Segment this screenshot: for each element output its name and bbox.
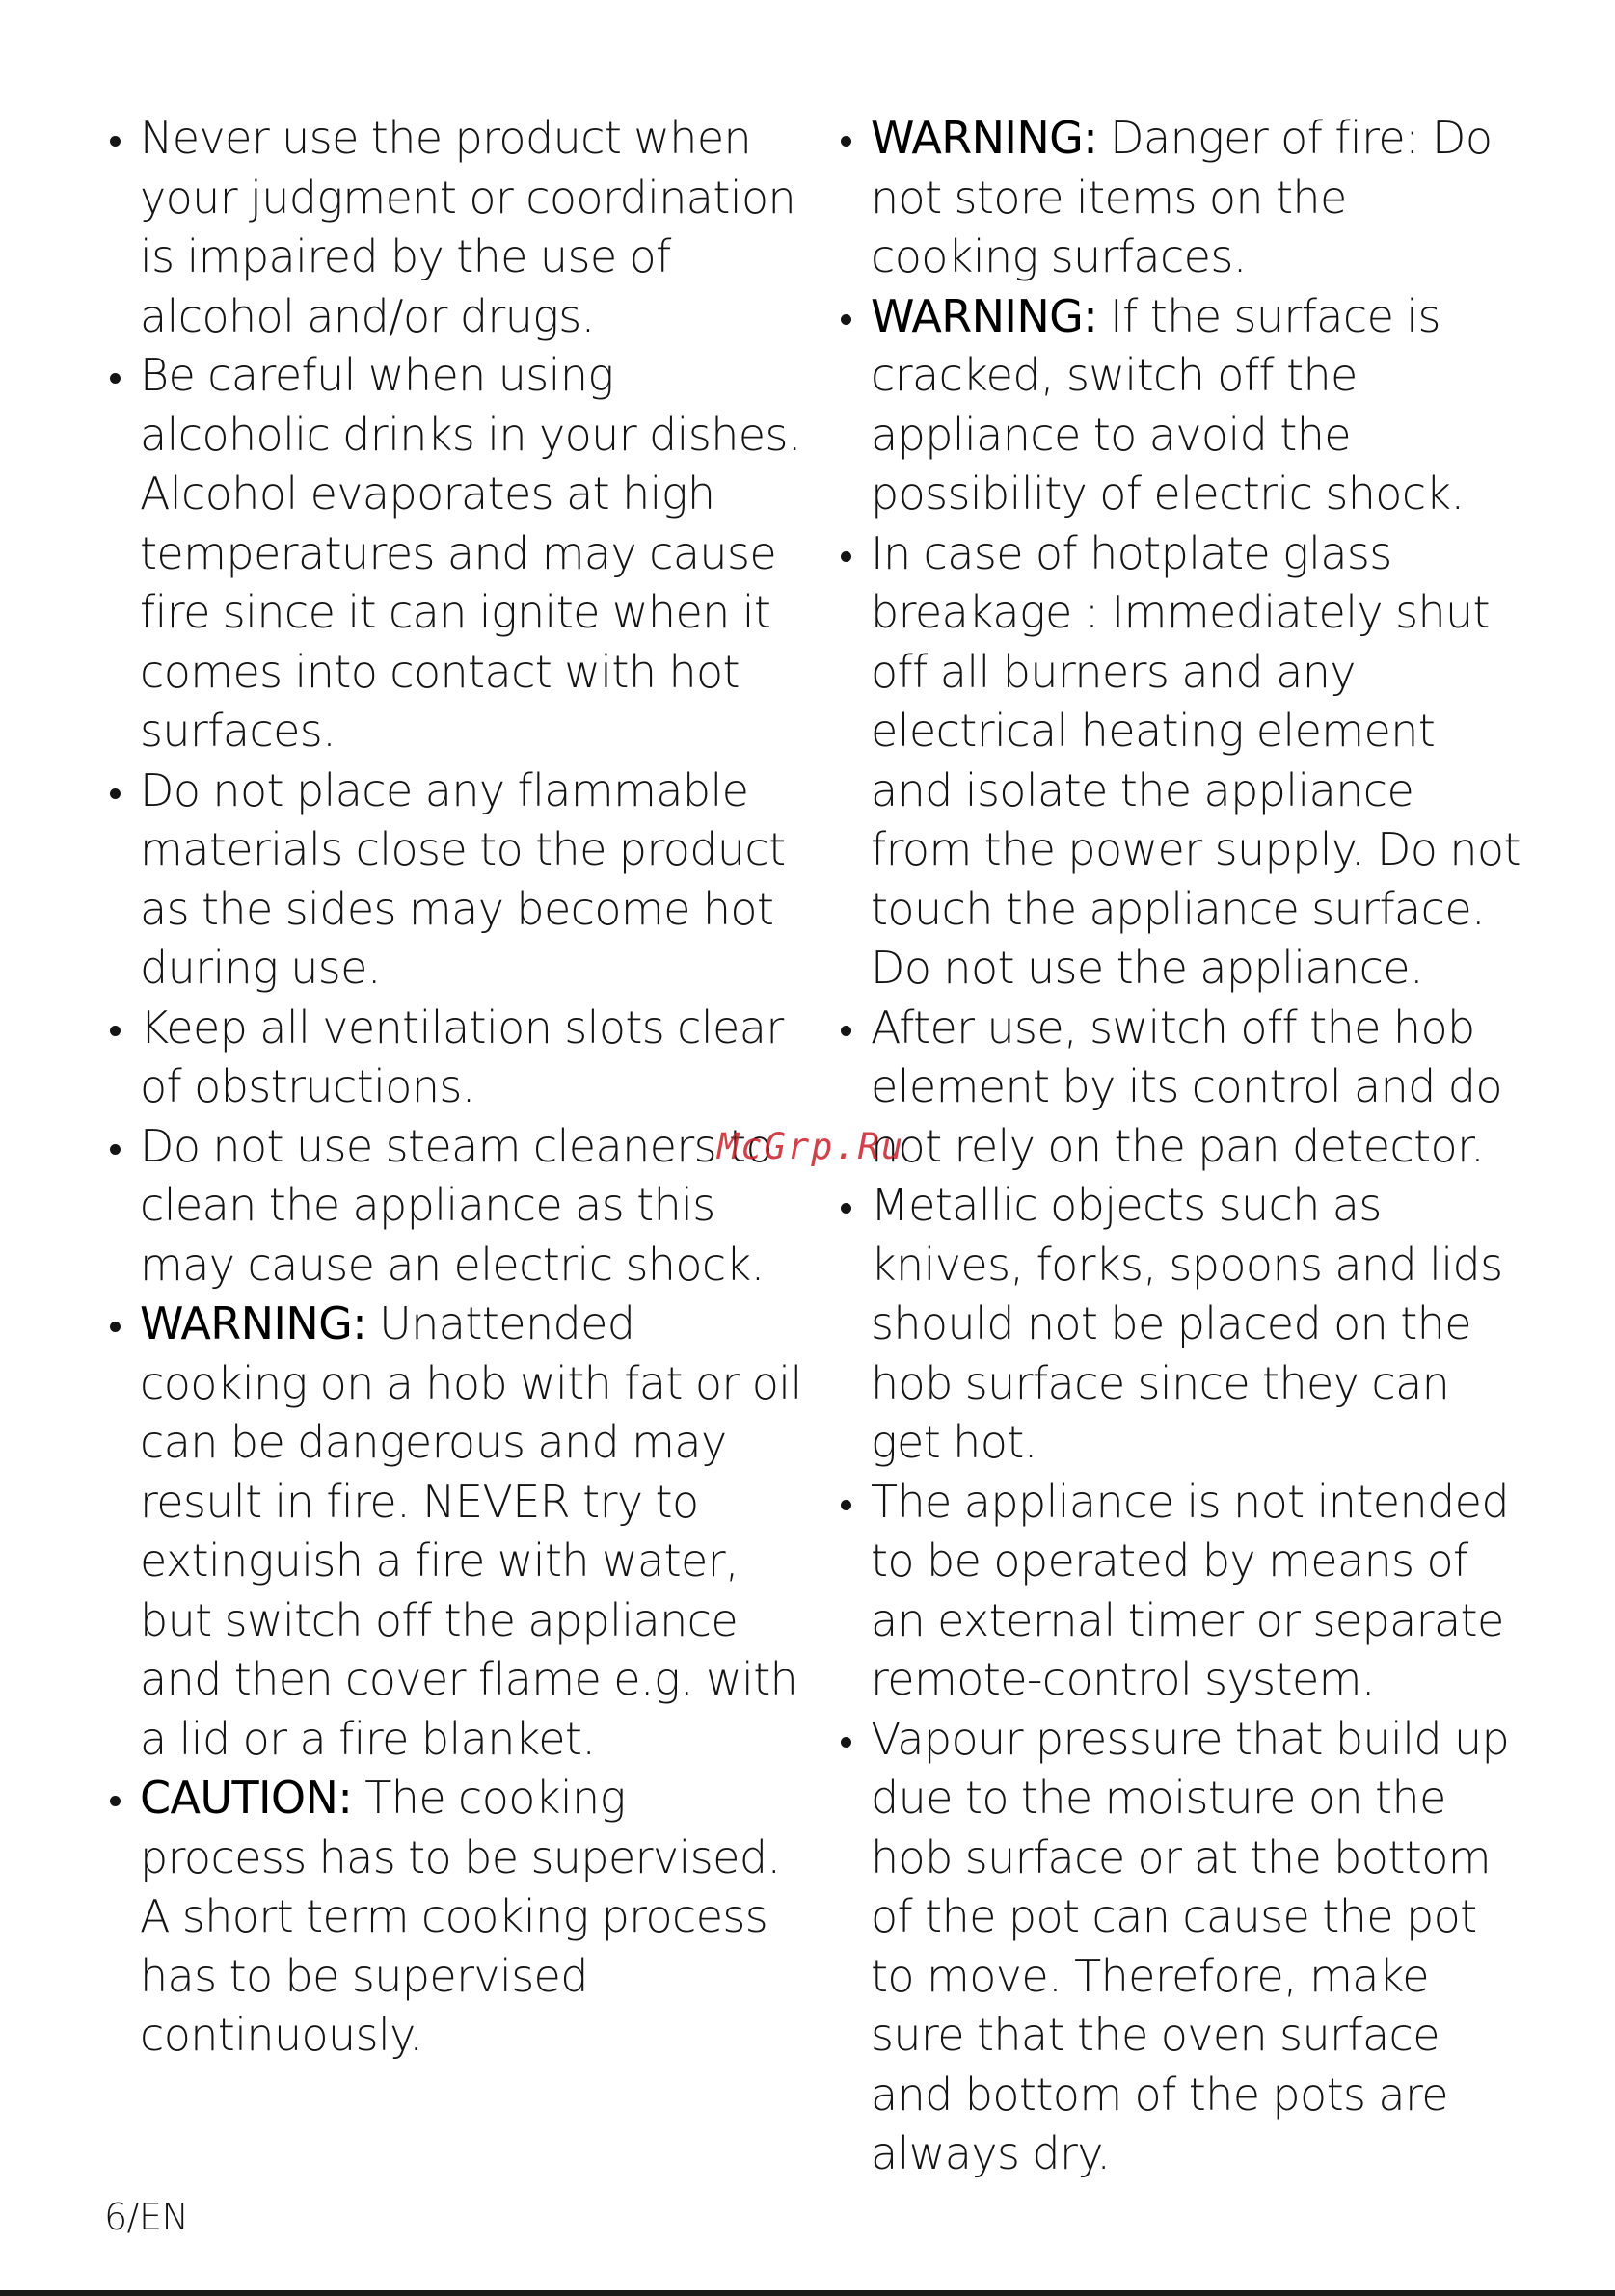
- right-column: [837, 109, 1523, 2184]
- item-text: In case of hotplate glass breakage : Immediately shut off all burners and any electrical heating element and isolate the appliance from the power supply. Do not touch the appliance surface. Do not use the appliance.: [871, 526, 1521, 994]
- page-number: 6/EN: [104, 2196, 189, 2238]
- safety-item: [106, 109, 802, 346]
- safety-item: [837, 1710, 1523, 2184]
- item-text: Do not place any flammable materials close to the product as the sides may become hot during use.: [140, 763, 786, 994]
- item-text: The cooking process has to be supervised. A short term cooking process has to be supervised continuously.: [140, 1772, 781, 2061]
- item-keyword: WARNING:: [140, 1297, 367, 1349]
- item-text: Danger of fire: Do not store items on the cooking surfaces.: [871, 112, 1493, 282]
- safety-item: [106, 1117, 802, 1295]
- item-text: The appliance is not intended to be operated by means of an external timer or separate remote-control system.: [871, 1475, 1509, 1705]
- item-text: Unattended cooking on a hob with fat or oil can be dangerous and may result in fire. NEVER try to extinguish a fire with water, but switch off the appliance and then cover flame e.g. with a lid or a fire blanket.: [140, 1297, 802, 1765]
- safety-item-warning: [837, 287, 1523, 524]
- item-keyword: WARNING:: [871, 289, 1098, 342]
- item-text: Metallic objects such as knives, forks, spoons and lids should not be placed on the hob surface since they can get hot.: [871, 1179, 1503, 1468]
- item-text: If the surface is cracked, switch off the appliance to avoid the possibility of electric shock.: [871, 289, 1465, 520]
- left-column: [106, 109, 802, 2066]
- item-text: After use, switch off the hob element by its control and do not rely on the pan detector.: [871, 1001, 1502, 1172]
- item-text: Keep all ventilation slots clear of obstructions.: [140, 1001, 784, 1112]
- watermark: McGrp.Ru: [717, 1126, 905, 1167]
- safety-item: [106, 999, 802, 1117]
- item-text: Vapour pressure that build up due to the moisture on the hob surface or at the bottom of the pot can cause the pot to move. Therefore, make sure that the oven surface and bottom of the pots are always dry.: [871, 1712, 1510, 2179]
- safety-item: [106, 761, 802, 999]
- item-text: Never use the product when your judgment or coordination is impaired by the use of alcohol and/or drugs.: [140, 112, 796, 342]
- item-text: Do not use steam cleaners to clean the appliance as this may cause an electric shock.: [140, 1119, 773, 1291]
- safety-item: [837, 999, 1523, 1177]
- safety-item-warning: [837, 109, 1523, 287]
- item-keyword: WARNING:: [871, 112, 1098, 164]
- bottom-divider: [0, 2290, 1615, 2296]
- safety-item: [837, 524, 1523, 999]
- item-keyword: CAUTION:: [140, 1772, 353, 1824]
- safety-item-warning: [106, 1295, 802, 1769]
- safety-item: [837, 1176, 1523, 1473]
- safety-item: [106, 346, 802, 761]
- safety-item-caution: [106, 1769, 802, 2066]
- safety-item: [837, 1473, 1523, 1710]
- item-text: Be careful when using alcoholic drinks in your dishes. Alcohol evaporates at high temperatures and may cause fire since it can ignite when it comes into contact with hot surfaces.: [140, 349, 801, 757]
